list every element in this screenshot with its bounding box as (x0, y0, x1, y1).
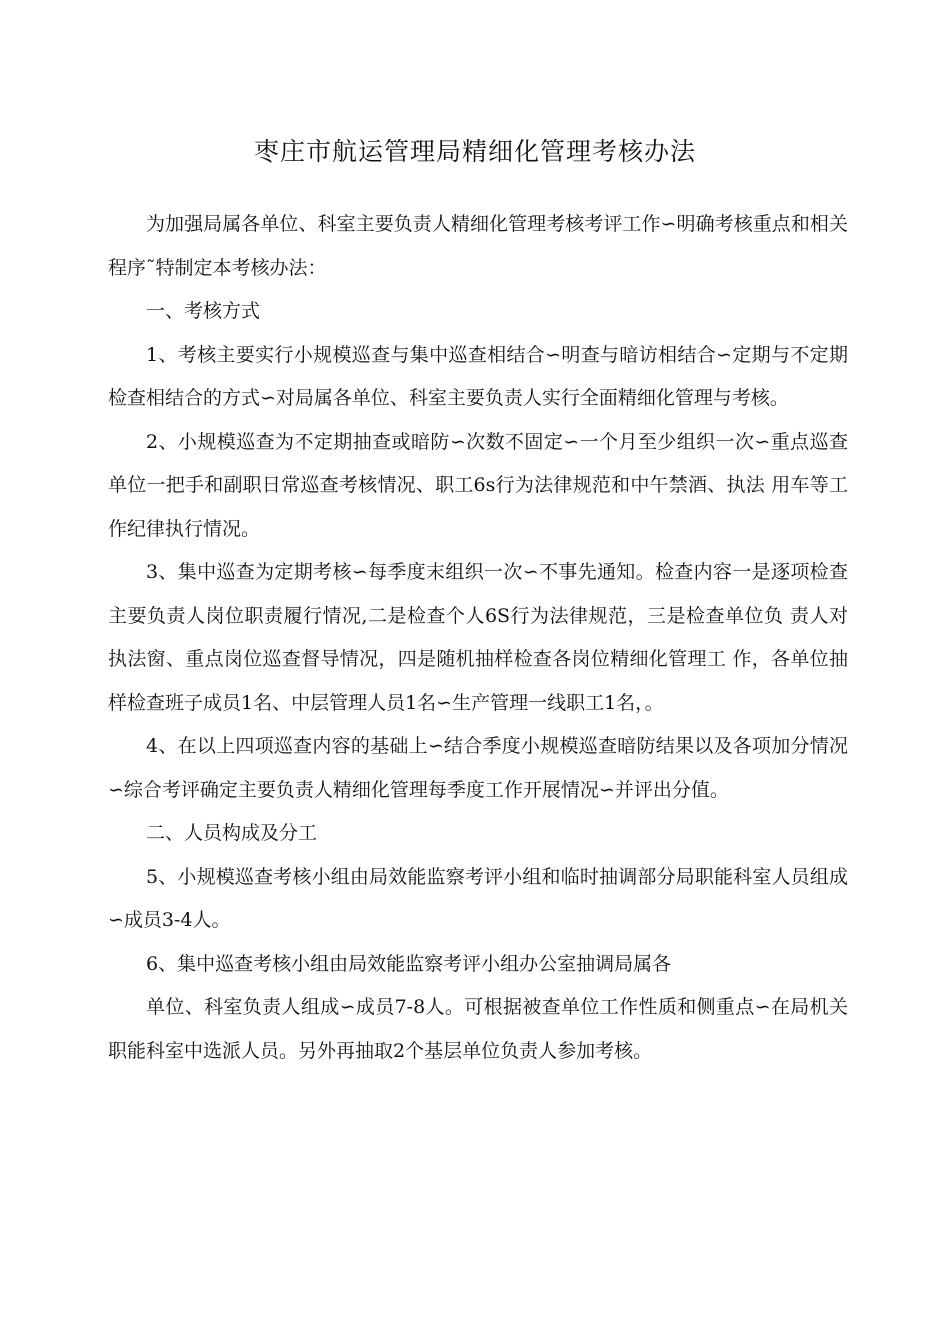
paragraph-item-6-continued: 单位、科室负责人组成∽成员7-8人。可根据被查单位工作性质和侧重点∽在局机关职能科室中选派人员。另外再抽取2个基层单位负责人参加考核。 (108, 996, 848, 1062)
document-body (108, 203, 848, 1073)
paragraph-item-1: 1、考核主要实行小规模巡查与集中巡查相结合∽明查与暗访相结合∽定期与不定期检查相结合的方式∽对局属各单位、科室主要负责人实行全面精细化管理与考核。 (108, 343, 848, 409)
paragraph-item-5: 5、小规模巡查考核小组由局效能监察考评小组和临时抽调部分局职能科室人员组成∽成员3-4人。 (108, 865, 848, 931)
paragraph-item-3: 3、集中巡查为定期考核∽每季度末组织一次∽不事先通知。检查内容一是逐项检查主要负责人岗位职责履行情况,二是检查个人6S行为法律规范，三是检查单位负 责人对执法窗、重点岗位巡查督导情况，四是随机抽样检查各岗位精细化管理工 作，各单位抽样检查班子成员1名、中层管理人员1名∽生产管理一线职工1名，。 (108, 561, 848, 714)
paragraph-item-4: 4、在以上四项巡查内容的基础上∽结合季度小规模巡查暗防结果以及各项加分情况∽综合考评确定主要负责人精细化管理每季度工作开展情况∽并评出分值。 (108, 735, 848, 801)
paragraph-item-6: 6、集中巡查考核小组由局效能监察考评小组办公室抽调局属各 (146, 952, 672, 975)
section-heading-personnel: 二、人员构成及分工 (146, 822, 318, 844)
paragraph-intro: 为加强局属各单位、科室主要负责人精细化管理考核考评工作∽明确考核重点和相关程序˜特制定本考核办法： (108, 213, 848, 279)
section-heading-assessment-method: 一、考核方式 (146, 300, 261, 322)
paragraph-item-2: 2、小规模巡查为不定期抽查或暗防∽次数不固定∽一个月至少组织一次∽重点巡查单位一把手和副职日常巡查考核情况、职工6s行为法律规范和中午禁酒、执法 用车等工作纪律执行情况。 (108, 430, 848, 540)
document-title: 枣庄市航运管理局精细化管理考核办法 (253, 137, 696, 166)
